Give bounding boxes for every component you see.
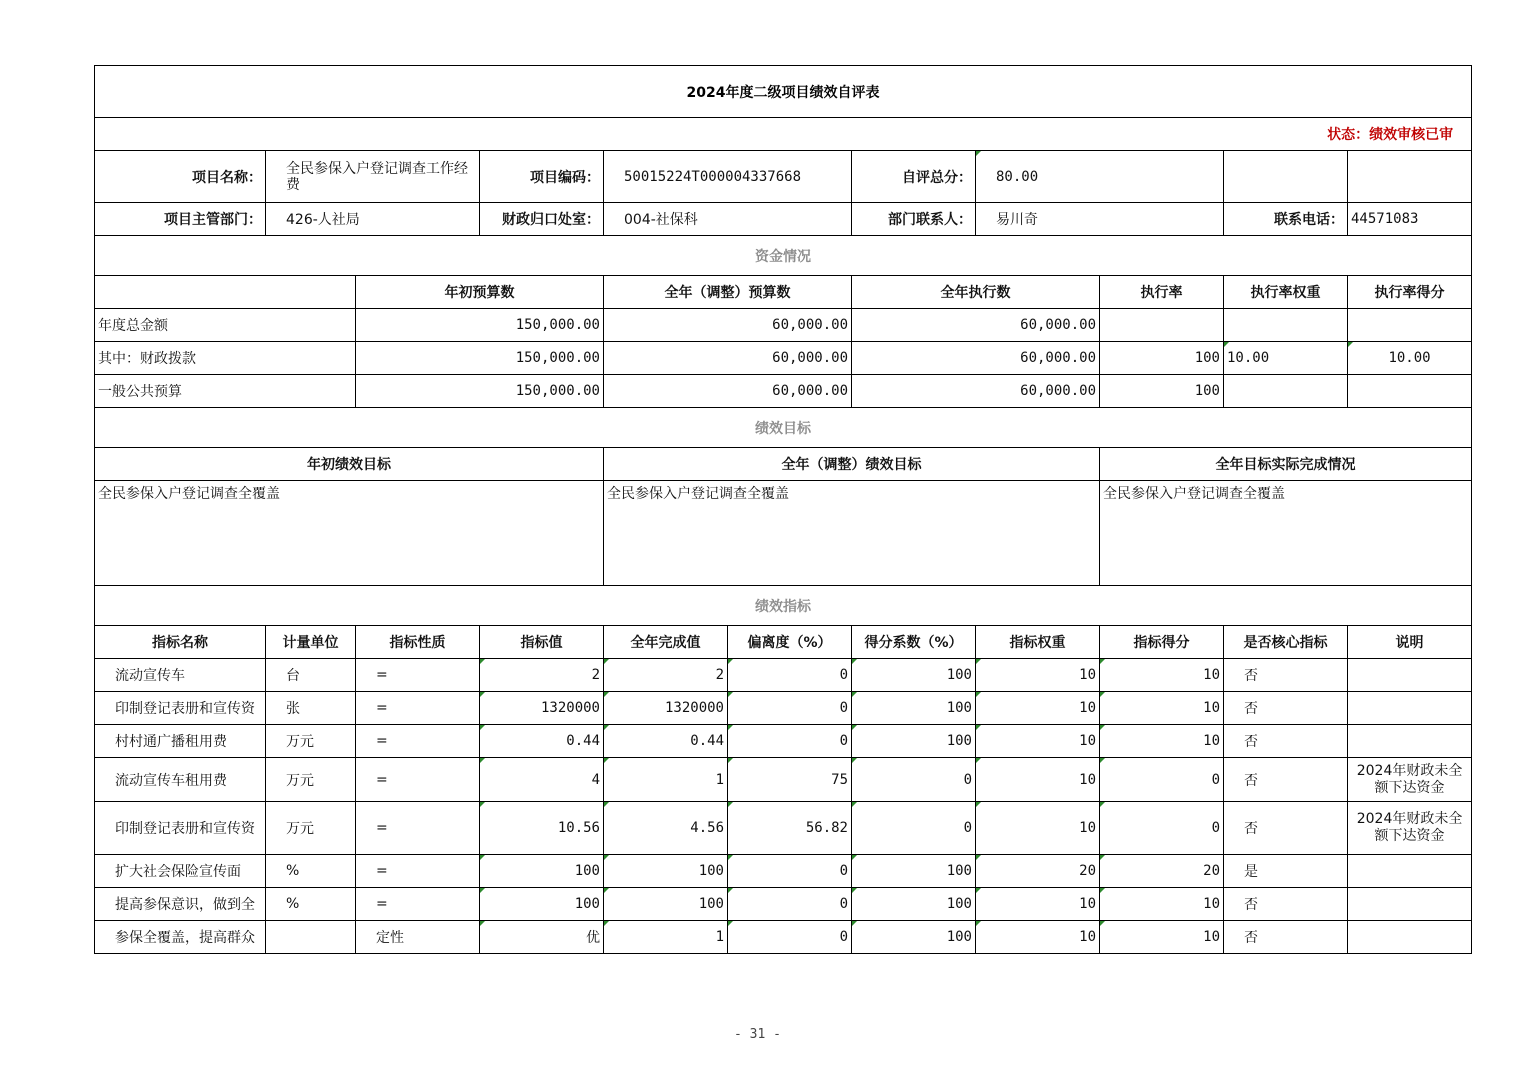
funds-row-executed: 60,000.00 (852, 375, 1100, 408)
ind-coefficient: 0 (852, 802, 976, 855)
ind-deviation: 0 (728, 921, 852, 954)
funds-header-blank (95, 276, 356, 309)
page-number: - 31 - (734, 1027, 781, 1042)
ind-name: 村村通广播租用费 (95, 725, 266, 758)
goal-adjusted-text: 全民参保入户登记调查全覆盖 (604, 481, 1100, 586)
goal-initial-text: 全民参保入户登记调查全覆盖 (95, 481, 604, 586)
ind-note (1348, 692, 1472, 725)
goals-header-initial: 年初绩效目标 (95, 448, 604, 481)
ind-done: 1 (604, 758, 728, 802)
ind-header-score: 指标得分 (1100, 626, 1224, 659)
ind-name: 印制登记表册和宣传资 (95, 692, 266, 725)
ind-weight: 10 (976, 888, 1100, 921)
funds-row-name: 其中：财政拨款 (95, 342, 356, 375)
funds-row-weight (1224, 375, 1348, 408)
table-row (95, 855, 1472, 888)
table-row (95, 888, 1472, 921)
project-name-value: 全民参保入户登记调查工作经费 (266, 151, 480, 203)
ind-score: 10 (1100, 888, 1224, 921)
ind-note: 2024年财政未全额下达资金 (1348, 802, 1472, 855)
ind-name: 流动宣传车租用费 (95, 758, 266, 802)
table-row (95, 802, 1472, 855)
ind-unit: 台 (266, 659, 356, 692)
funds-row-adjusted: 60,000.00 (604, 375, 852, 408)
phone-label: 联系电话： (1224, 203, 1348, 236)
ind-core: 否 (1224, 692, 1348, 725)
ind-note (1348, 855, 1472, 888)
ind-header-nature: 指标性质 (356, 626, 480, 659)
funds-row-initial: 150,000.00 (356, 309, 604, 342)
ind-header-name: 指标名称 (95, 626, 266, 659)
funds-header-rate: 执行率 (1100, 276, 1224, 309)
ind-unit: % (266, 855, 356, 888)
ind-deviation: 75 (728, 758, 852, 802)
goals-header-actual: 全年目标实际完成情况 (1100, 448, 1472, 481)
ind-name: 扩大社会保险宣传面 (95, 855, 266, 888)
funds-row-adjusted: 60,000.00 (604, 342, 852, 375)
ind-note: 2024年财政未全额下达资金 (1348, 758, 1472, 802)
ind-coefficient: 100 (852, 855, 976, 888)
ind-weight: 20 (976, 855, 1100, 888)
ind-target: 1320000 (480, 692, 604, 725)
ind-nature: = (356, 758, 480, 802)
table-row (95, 375, 1472, 408)
project-code-label: 项目编码： (480, 151, 604, 203)
project-name-label: 项目名称： (95, 151, 266, 203)
ind-target: 2 (480, 659, 604, 692)
table-row (95, 921, 1472, 954)
ind-header-target: 指标值 (480, 626, 604, 659)
funds-header-weight: 执行率权重 (1224, 276, 1348, 309)
funds-row-initial: 150,000.00 (356, 342, 604, 375)
ind-score: 10 (1100, 692, 1224, 725)
ind-done: 0.44 (604, 725, 728, 758)
funds-row-adjusted: 60,000.00 (604, 309, 852, 342)
table-row (95, 758, 1472, 802)
ind-note (1348, 921, 1472, 954)
ind-name: 印制登记表册和宣传资 (95, 802, 266, 855)
ind-score: 10 (1100, 921, 1224, 954)
ind-score: 10 (1100, 659, 1224, 692)
table-row (95, 309, 1472, 342)
ind-note (1348, 659, 1472, 692)
ind-note (1348, 888, 1472, 921)
performance-self-evaluation-sheet (94, 65, 1471, 950)
ind-done: 2 (604, 659, 728, 692)
funds-row-score (1348, 375, 1472, 408)
ind-nature: 定性 (356, 921, 480, 954)
ind-header-deviation: 偏离度（%） (728, 626, 852, 659)
ind-nature: = (356, 725, 480, 758)
goal-actual-text: 全民参保入户登记调查全覆盖 (1100, 481, 1472, 586)
ind-coefficient: 100 (852, 921, 976, 954)
funds-row-weight (1224, 309, 1348, 342)
ind-weight: 10 (976, 725, 1100, 758)
ind-unit: 张 (266, 692, 356, 725)
ind-coefficient: 100 (852, 692, 976, 725)
ind-core: 否 (1224, 802, 1348, 855)
ind-core: 否 (1224, 888, 1348, 921)
ind-unit: 万元 (266, 758, 356, 802)
evaluation-table (94, 65, 1472, 954)
ind-target: 100 (480, 888, 604, 921)
finance-office-value: 004-社保科 (604, 203, 852, 236)
funds-header-adjusted: 全年（调整）预算数 (604, 276, 852, 309)
funds-row-initial: 150,000.00 (356, 375, 604, 408)
ind-score: 0 (1100, 802, 1224, 855)
funds-header-initial: 年初预算数 (356, 276, 604, 309)
ind-weight: 10 (976, 921, 1100, 954)
funds-row-score: 10.00 (1348, 342, 1472, 375)
ind-done: 100 (604, 855, 728, 888)
empty-cell (1224, 151, 1348, 203)
table-row (95, 692, 1472, 725)
ind-weight: 10 (976, 692, 1100, 725)
ind-done: 1 (604, 921, 728, 954)
ind-nature: = (356, 659, 480, 692)
ind-core: 否 (1224, 758, 1348, 802)
funds-row-executed: 60,000.00 (852, 342, 1100, 375)
ind-score: 20 (1100, 855, 1224, 888)
funds-row-rate (1100, 309, 1224, 342)
dept-value: 426-人社局 (266, 203, 480, 236)
ind-coefficient: 100 (852, 659, 976, 692)
ind-weight: 10 (976, 758, 1100, 802)
ind-nature: = (356, 692, 480, 725)
page-title: 2024年度二级项目绩效自评表 (95, 66, 1472, 118)
ind-header-core: 是否核心指标 (1224, 626, 1348, 659)
indicator-rows (95, 659, 1472, 954)
ind-name: 提高参保意识，做到全 (95, 888, 266, 921)
ind-header-note: 说明 (1348, 626, 1472, 659)
self-score-value: 80.00 (976, 151, 1224, 203)
phone-value: 44571083 (1348, 203, 1472, 236)
empty-cell (1348, 151, 1472, 203)
ind-nature: = (356, 888, 480, 921)
ind-coefficient: 100 (852, 888, 976, 921)
ind-name: 参保全覆盖，提高群众 (95, 921, 266, 954)
ind-header-coefficient: 得分系数（%） (852, 626, 976, 659)
ind-score: 10 (1100, 725, 1224, 758)
ind-coefficient: 0 (852, 758, 976, 802)
ind-header-weight: 指标权重 (976, 626, 1100, 659)
ind-deviation: 0 (728, 692, 852, 725)
ind-done: 100 (604, 888, 728, 921)
ind-core: 否 (1224, 659, 1348, 692)
finance-office-label: 财政归口处室： (480, 203, 604, 236)
ind-coefficient: 100 (852, 725, 976, 758)
ind-done: 4.56 (604, 802, 728, 855)
ind-deviation: 56.82 (728, 802, 852, 855)
funds-row-name: 一般公共预算 (95, 375, 356, 408)
ind-deviation: 0 (728, 725, 852, 758)
goals-header-adjusted: 全年（调整）绩效目标 (604, 448, 1100, 481)
ind-weight: 10 (976, 659, 1100, 692)
ind-nature: = (356, 802, 480, 855)
ind-note (1348, 725, 1472, 758)
ind-core: 否 (1224, 921, 1348, 954)
ind-weight: 10 (976, 802, 1100, 855)
table-row (95, 342, 1472, 375)
table-row (95, 725, 1472, 758)
ind-unit: 万元 (266, 725, 356, 758)
contact-label: 部门联系人： (852, 203, 976, 236)
status-badge: 状态：绩效审核已审 (95, 118, 1472, 151)
funds-row-weight: 10.00 (1224, 342, 1348, 375)
ind-target: 10.56 (480, 802, 604, 855)
ind-target: 优 (480, 921, 604, 954)
goals-section-title: 绩效目标 (95, 408, 1472, 448)
ind-deviation: 0 (728, 855, 852, 888)
funds-row-rate: 100 (1100, 342, 1224, 375)
ind-deviation: 0 (728, 659, 852, 692)
funds-row-executed: 60,000.00 (852, 309, 1100, 342)
table-row (95, 659, 1472, 692)
self-score-label: 自评总分： (852, 151, 976, 203)
ind-nature: = (356, 855, 480, 888)
funds-row-score (1348, 309, 1472, 342)
funds-header-score: 执行率得分 (1348, 276, 1472, 309)
ind-core: 否 (1224, 725, 1348, 758)
ind-unit: 万元 (266, 802, 356, 855)
indicators-section-title: 绩效指标 (95, 586, 1472, 626)
funds-row-name: 年度总金额 (95, 309, 356, 342)
ind-header-done: 全年完成值 (604, 626, 728, 659)
ind-header-unit: 计量单位 (266, 626, 356, 659)
dept-label: 项目主管部门： (95, 203, 266, 236)
funds-header-executed: 全年执行数 (852, 276, 1100, 309)
ind-core: 是 (1224, 855, 1348, 888)
project-code-value: 50015224T000004337668 (604, 151, 852, 203)
funds-row-rate: 100 (1100, 375, 1224, 408)
ind-name: 流动宣传车 (95, 659, 266, 692)
ind-done: 1320000 (604, 692, 728, 725)
ind-target: 4 (480, 758, 604, 802)
ind-unit (266, 921, 356, 954)
funds-section-title: 资金情况 (95, 236, 1472, 276)
ind-score: 0 (1100, 758, 1224, 802)
ind-deviation: 0 (728, 888, 852, 921)
ind-target: 0.44 (480, 725, 604, 758)
ind-unit: % (266, 888, 356, 921)
contact-value: 易川奇 (976, 203, 1224, 236)
ind-target: 100 (480, 855, 604, 888)
